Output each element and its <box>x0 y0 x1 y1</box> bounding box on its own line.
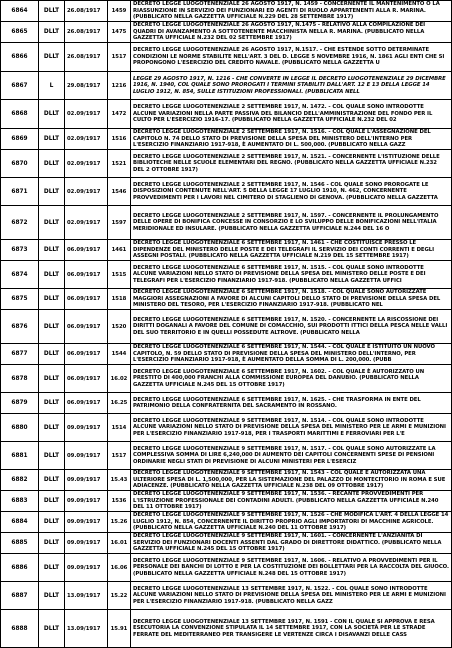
date-cell: 09.09/1917 <box>65 442 108 470</box>
entry-number-cell: 6873 <box>1 240 39 261</box>
act-number-cell: 1461 <box>108 240 131 261</box>
description-cell: DECRETO LEGGE LUOGOTENENZIALE 6 SETTEMBRE 1917, N. 1461 - CHE COSTITUISCE PRESSO LE DIPENDENZE DEL MINISTERO DELLE POSTE E DEI TELEGRAFI IL SERVIZIO DEI CONTI CORRENTI E DEGLI ASSEGNI POSTALI. (PUBBLICATO NELLA GAZZETTA UFFICIALE N.219 DEL 15 SETTEMBRE 1917) <box>131 240 452 261</box>
description-cell: DECRETO LEGGE LUOGOTENENZIALE 9 SETTEMBRE 1917, N. 1536. - RECANTE PROVVEDIMENTI PER L'ISTRUZIONE PROFESSIONALE DEI CONTADINI ADULTI. (PUBBLICATO NELLA GAZZETTA UFFICIALE N.240 DEL 11 OTTOBRE 1917) <box>131 491 452 512</box>
description-cell: DECRETO LEGGE LUOGOTENENZIALE 6 SETTEMBRE 1917, N. 1515. - COL QUALE SONO INTRODOTTE ALCUNE VARIAZIONI NELLO STATO DI PREVISIONE DELLA SPESA DEL MINISTERO DELLE POSTE E DEI TELEGRAFI PER L'ESERCIZIO FINANZIARIO 1917-918. (PUBBLICATO NELLA GAZZETTA UFFICI <box>131 261 452 289</box>
table-row <box>1 310 452 344</box>
entry-number-cell: 6864 <box>1 1 39 22</box>
date-cell: 06.09/1917 <box>65 365 108 393</box>
entry-number-cell: 6878 <box>1 365 39 393</box>
description-cell: DECRETO LEGGE LUOGOTENENZIALE 9 SETTEMBRE 1917, N. 1514. - COL QUALE SONO INTRODOTTE ALCUNE VARIAZIONI NELLO STATO DI PREVISIONE DELLA SPESA DEL MINISTERO PER LE ARMI E MUNIZIONI PER L'ESERCIZIO FINANZIARIO 1917-918, PER I TRASPORTI MARITTIMI E FERROVIARI PER L'E <box>131 414 452 442</box>
entry-number-cell: 6888 <box>1 610 39 648</box>
table-row <box>1 414 452 442</box>
act-type-cell: DLLT <box>39 442 65 470</box>
description-cell: DECRETO LEGGE LUOGOTENENZIALE 26 AGOSTO 1917, N.1475 - RELATIVO ALLA COMPILAZIONE DEI QUADRI DI AVANZAMENTO A SOTTOTENENTE MACCHINISTA NELLA R. MARINA. (PUBBLICATO NELLA GAZZETTA UFFICIALE N.232 DEL 02 SETTEMBRE 1917) <box>131 22 452 43</box>
description-cell: DECRETO LEGGE LUOGOTENENZIALE 9 SETTEMBRE 1917, N. 1517. - COL QUALE SONO AUTORIZZATE LA COMPLESSIVA SOMMA DI LIRE 6,240,000 DI AUMENTO DEI CAPITOLI CONCERNENTI SPESE DI PENSIONI ORDINARIE NEGLI STATI DI PREVISIONE DI ALCUNI MINISTERI PER L'ESERCIZ <box>131 442 452 470</box>
table-row <box>1 289 452 310</box>
act-number-cell: 1517 <box>108 442 131 470</box>
act-number-cell: 15.43 <box>108 470 131 491</box>
act-number-cell: 1544 <box>108 344 131 365</box>
date-cell: 26.08/1917 <box>65 22 108 43</box>
act-number-cell: 15.91 <box>108 610 131 648</box>
table-row <box>1 582 452 610</box>
act-number-cell: 1459 <box>108 1 131 22</box>
date-cell: 02.09/1917 <box>65 100 108 129</box>
act-type-cell: DLLT <box>39 610 65 648</box>
table-row <box>1 100 452 129</box>
description-cell: DECRETO LEGGE LUOGOTENENZIALE 2 SETTEMBRE 1917, N. 1472. - COL QUALE SONO INTRODOTTE ALCUNE VARIAZIONI NELLA PARTE PASSIVA DEL BILANCIO DELL'AMMINISTRAZIONE DEL FONDO PER IL CULTO PER L'ESERCIZIO 1916-17. (PUBBLICATO NELLA GAZZETTA UFFICIALE N.232 DEL 02 <box>131 100 452 129</box>
entry-number-cell: 6869 <box>1 129 39 150</box>
act-number-cell: 1514 <box>108 414 131 442</box>
act-number-cell: 1472 <box>108 100 131 129</box>
act-number-cell: 15.22 <box>108 582 131 610</box>
entry-number-cell: 6868 <box>1 100 39 129</box>
act-number-cell: 1515 <box>108 261 131 289</box>
date-cell: 13.09/1917 <box>65 582 108 610</box>
description-cell: DECRETO LEGGE LUOGOTENENZIALE 9 SETTEMBRE 1917, N. 1543 - COL QUALE È AUTORIZZATA UNA ULTERIORE SPESA DI L. 1,500,000, PER LA SISTEMAZIONE DEL PALAZZO DI MONTECITORIO IN ROMA E SUE ADIACENZE. (PUBBLICATO NELLA GAZZETTA UFFICIALE N.238 DEL 09 OTTOBRE 1917) <box>131 470 452 491</box>
act-type-cell: DLLT <box>39 289 65 310</box>
date-cell: 02.09/1917 <box>65 150 108 178</box>
date-cell: 13.09/1917 <box>65 610 108 648</box>
act-number-cell: 16.02 <box>108 365 131 393</box>
description-cell: DECRETO LEGGE LUOGOTENENZIALE 2 SETTEMBRE 1917, N. 1546 - COL QUALE SONO PROROGATE LE DISPOSIZIONI CONTENUTE NELL'ART. 5 DELLA LEGGE 17 LUGLIO 1910, N. 462, CONCERNENTE PROVVEDIMENTI PER I LAVORI NEL CIMITERO DI STAGLIENO DI GENOVA. (PUBBLICATO NELLA GAZZETTA <box>131 178 452 206</box>
description-cell: DECRETO LEGGE LUOGOTENENZIALE 13 SETTEMBRE 1917, N. 1591 - CON IL QUALE SI APPROVA E RESA ESECUTORIA LA CONVENZIONE STIPULATA IL 14 SETTEMBRE 1917, CON LA SOCIETÀ PER LE STRADE FERRATE DEL MEDITERRANEO PER TRANSIGERE LE VERTENZE CIRCA I DISAVANZI DELLE CASS <box>131 610 452 648</box>
act-type-cell: DLLT <box>39 43 65 72</box>
table-row <box>1 610 452 648</box>
act-number-cell: 1521 <box>108 150 131 178</box>
description-cell: DECRETO LEGGE LUOGOTENENZIALE 6 SETTEMBRE 1917, N. 1544. - COL QUALE È ISTITUITO UN NUOVO CAPITOLO, N. 59 DELLO STATO DI PREVISIONE DELLA SPESA DEL MINISTERO DELL'INTERNO, PER L'ESERCIZIO FINANZIARIO 1917-918, È AUMENTATO DELLA SOMMA DI L. 200,000. (PUBB <box>131 344 452 365</box>
act-number-cell: 15.26 <box>108 512 131 533</box>
entry-number-cell: 6876 <box>1 310 39 344</box>
date-cell: 09.09/1917 <box>65 470 108 491</box>
entry-number-cell: 6866 <box>1 43 39 72</box>
date-cell: 09.09/1917 <box>65 512 108 533</box>
date-cell: 06.09/1917 <box>65 289 108 310</box>
description-cell: DECRETO LEGGE LUOGOTENENZIALE 6 SETTEMBRE 1917, N. 1625. - CHE TRASFORMA IN ENTE DEL PATRIMONIO DELLA CONFRATERNITA DEL SACRAMENTO IN ROSSANO. <box>131 393 452 414</box>
table-row <box>1 1 452 22</box>
table-row <box>1 240 452 261</box>
date-cell: 02.09/1917 <box>65 129 108 150</box>
description-cell: DECRETO LEGGE LUOGOTENENZIALE 2 SETTEMBRE 1917, N. 1521. - CONCERNENTE L'ISTITUZIONE DELLE BIBLIOTECHE NELLE SCUOLE ELEMENTARI DEL REGNO. (PUBBLICATO NELLA GAZZETTA UFFICIALE N.232 DEL 2 OTTOBRE 1917) <box>131 150 452 178</box>
entry-number-cell: 6887 <box>1 582 39 610</box>
description-cell: DECRETO LEGGE LUOGOTENENZIALE 6 SETTEMBRE 1917, N. 1520. - CONCERNENTE LA RISCOSSIONE DEI DIRITTI DOGANALI A FAVORE DEL COMUNE DI COMACCHIO, SUI PRODOTTI ITTICI DELLA PESCA NELLE VALLI DEL SUO TERRITORIO E IN QUELLI POSSEDUTE ALTROVE. (PUBBLICATO NELLA <box>131 310 452 344</box>
date-cell: 09.09/1917 <box>65 554 108 582</box>
act-type-cell: DLLT <box>39 261 65 289</box>
act-number-cell: 1516 <box>108 129 131 150</box>
table-row <box>1 22 452 43</box>
table-row <box>1 344 452 365</box>
act-type-cell: DLLT <box>39 22 65 43</box>
table-row <box>1 129 452 150</box>
entry-number-cell: 6886 <box>1 554 39 582</box>
act-number-cell: 1475 <box>108 22 131 43</box>
date-cell: 29.08/1917 <box>65 72 108 100</box>
act-type-cell: DLLT <box>39 310 65 344</box>
date-cell: 26.08/1917 <box>65 43 108 72</box>
description-cell: DECRETO LEGGE LUOGOTENENZIALE 2 SETTEMBRE 1917, N. 1516. - COL QUALE L'ASSEGNAZIONE DEL CAPITOLO N. 74 DELLO STATO DI PREVISIONE DELLA SPESA DEL MINISTERO DELL'INTERNO PER L'ESERCIZIO FINANZIARIO 1917-918, È AUMENTATO DI L. 500,000. (PUBBLICATO NELLA GAZZ <box>131 129 452 150</box>
act-type-cell: DLLT <box>39 414 65 442</box>
table-row <box>1 43 452 72</box>
description-cell: DECRETO LEGGE LUOGOTENENZIALE 2 SETTEMBRE 1917, N. 1597. - CONCERNENTE IL PROLUNGAMENTO DELLE OPERE DI BONIFICA CONCESSE IN CONSORZIO E LO SVILUPPO DELLE BONIFICAZIONI NELL'ITALIA MERIDIONALE ED INSULARE. (PUBBLICATO NELLA GAZZETTA UFFICIALE N.244 DEL 16 O <box>131 206 452 240</box>
date-cell: 06.09/1917 <box>65 310 108 344</box>
act-type-cell: DLLT <box>39 491 65 512</box>
entry-number-cell: 6874 <box>1 261 39 289</box>
date-cell: 09.09/1917 <box>65 491 108 512</box>
entry-number-cell: 6884 <box>1 512 39 533</box>
description-cell: DECRETO LEGGE LUOGOTENENZIALE 9 SETTEMBRE 1917, N. 1601. - CONCERNENTE L'ANZIANITÀ DI SERVIZIO DEI FUNZIONARI DOCENTI ASSENTI DAL GRADO DI DIRETTORE DIDATTICO. (PUBBLICATO NELLA GAZZETTA UFFICIALE N.245 DEL 15 OTTOBRE 1917) <box>131 533 452 554</box>
act-type-cell: DLLT <box>39 206 65 240</box>
entry-number-cell: 6885 <box>1 533 39 554</box>
table-row <box>1 365 452 393</box>
entry-number-cell: 6865 <box>1 22 39 43</box>
act-type-cell: DLLT <box>39 470 65 491</box>
act-number-cell: 1517 <box>108 43 131 72</box>
act-number-cell: 16.06 <box>108 554 131 582</box>
table-row <box>1 442 452 470</box>
act-number-cell: 1216 <box>108 72 131 100</box>
table-row <box>1 491 452 512</box>
act-type-cell: DLLT <box>39 129 65 150</box>
act-number-cell: 1546 <box>108 178 131 206</box>
act-type-cell: DLLT <box>39 554 65 582</box>
act-type-cell: DLLT <box>39 150 65 178</box>
act-type-cell: DLLT <box>39 365 65 393</box>
act-type-cell: DLLT <box>39 582 65 610</box>
entry-number-cell: 6871 <box>1 178 39 206</box>
date-cell: 26.08/1917 <box>65 1 108 22</box>
act-number-cell: 16.01 <box>108 533 131 554</box>
table-row <box>1 512 452 533</box>
table-row <box>1 533 452 554</box>
description-cell: LEGGE 29 AGOSTO 1917, N. 1216 - CHE CONVERTE IN LEGGE IL DECRETO LUOGOTENENZIALE 29 DICEMBRE 1916, N. 1940, COL QUALE SONO PROROGATI I TERMINI STABILITI DALL'ART. 12 E 13 DELLA LEGGE 14 LUGLIO 1912, N. 854, SULLE ISTITUZIONI PROFESSIONALI. (PUBBLICATA NELL <box>131 72 452 100</box>
description-cell: DECRETO LEGGE LUOGOTENENZIALE 6 SETTEMBRE 1917, N. 1602. - COL QUALE È AUTORIZZATO UN PRESTITO DI 400,000 FRANCHI ALLA COMMISSIONE EUROPEA DEL DANUBIO. (PUBBLICATO NELLA GAZZETTA UFFICIALE N.245 DEL 15 OTTOBRE 1917) <box>131 365 452 393</box>
act-type-cell: DLLT <box>39 393 65 414</box>
act-type-cell: DLLT <box>39 240 65 261</box>
date-cell: 09.09/1917 <box>65 533 108 554</box>
description-cell: DECRETO LEGGE LUOGOTENENZIALE 13 SETTEMBRE 1917, N. 1522. - COL QUALE SONO INTRODOTTE ALCUNE VARIAZIONI NELLO STATO DI PREVISIONE DELLA SPESA DEL MINISTERO PER LE ARMI E MUNIZIONI PER L'ESERCIZIO FINANZIARIO 1917-918. (PUBBLICATO NELLA GAZZ <box>131 582 452 610</box>
description-cell: DECRETO LEGGE LUOGOTENENZIALE 26 AGOSTO 1917, N.1517. - CHE ESTENDE SOTTO DETERMINATE CONDIZIONI LE NORME STABILITE NELL'ART. 3 DEL D. LEGGE 5 NOVEMBRE 1916, N. 1861 AGLI ENTI CHE SI PROPONGONO L'ESERCIZIO DEL CREDITO NAVALE. (PUBBLICATO NELLA GAZZETTA U <box>131 43 452 72</box>
table-row <box>1 150 452 178</box>
act-type-cell: DLLT <box>39 100 65 129</box>
date-cell: 06.09/1917 <box>65 344 108 365</box>
act-number-cell: 1518 <box>108 289 131 310</box>
act-number-cell: 1520 <box>108 310 131 344</box>
table-row <box>1 261 452 289</box>
date-cell: 06.09/1917 <box>65 393 108 414</box>
entry-number-cell: 6880 <box>1 414 39 442</box>
entry-number-cell: 6879 <box>1 393 39 414</box>
description-cell: DECRETO LEGGE LUOGOTENENZIALE 9 SETTEMBRE 1917, N. 1606. - RELATIVO A PROVVEDIMENTI PER IL PERSONALE DEI BANCHI DI LOTTO E PER LA COSTITUZIONE DEI BOLLETTARI PER LA RACCOLTA DEL GIUOCO. (PUBBLICATO NELLA GAZZETTA UFFICIALE N.248 DEL 15 OTTOBRE 1917) <box>131 554 452 582</box>
table-row <box>1 206 452 240</box>
date-cell: 09.09/1917 <box>65 414 108 442</box>
date-cell: 06.09/1917 <box>65 240 108 261</box>
act-type-cell: DLLT <box>39 344 65 365</box>
act-number-cell: 1597 <box>108 206 131 240</box>
table-row <box>1 393 452 414</box>
entry-number-cell: 6881 <box>1 442 39 470</box>
description-cell: DECRETO LEGGE LUOGOTENENZIALE 6 SETTEMBRE 1917, N. 1518. - COL QUALE SONO AUTORIZZATE MAGGIORI ASSEGNAZIONI A FAVORE DI ALCUNI CAPITOLI DELLO STATO DI PREVISIONE DELLA SPESA DEL MINISTERO DEL TESORO, PER L'ESERCIZIO FINANZIARIO 1917-918. (PUBBLICATO NEL <box>131 289 452 310</box>
entry-number-cell: 6872 <box>1 206 39 240</box>
act-number-cell: 16.25 <box>108 393 131 414</box>
act-number-cell: 1536 <box>108 491 131 512</box>
act-type-cell: DLLT <box>39 512 65 533</box>
act-type-cell: DLLT <box>39 1 65 22</box>
table-row <box>1 72 452 100</box>
entry-number-cell: 6877 <box>1 344 39 365</box>
register-table-body <box>1 1 452 648</box>
entry-number-cell: 6882 <box>1 470 39 491</box>
act-type-cell: DLLT <box>39 178 65 206</box>
description-cell: DECRETO LEGGE LUOGOTENENZIALE 26 AGOSTO 1917, N. 1459 - CONCERNENTE IL MANTENIMENTO O LA RIASSUNZIONE IN SERVIZIO DEI FUNZIONARI ED AGENTI DI RUOLO APPARTENENTI ALLA R. MARINA. (PUBBLICATO NELLA GAZZETTA UFFICIALE N.229 DEL 28 SETTEMBRE 1917) <box>131 1 452 22</box>
table-row <box>1 554 452 582</box>
entry-number-cell: 6883 <box>1 491 39 512</box>
date-cell: 02.09/1917 <box>65 206 108 240</box>
entry-number-cell: 6867 <box>1 72 39 100</box>
table-row <box>1 470 452 491</box>
entry-number-cell: 6875 <box>1 289 39 310</box>
entry-number-cell: 6870 <box>1 150 39 178</box>
table-row <box>1 178 452 206</box>
date-cell: 06.09/1917 <box>65 261 108 289</box>
act-type-cell: DLLT <box>39 533 65 554</box>
date-cell: 02.09/1917 <box>65 178 108 206</box>
act-type-cell: L <box>39 72 65 100</box>
description-cell: DECRETO LEGGE LUOGOTENENZIALE 9 SETTEMBRE 1917, N. 1526 - CHE MODIFICA L'ART. 4 DELLA LEGGE 14 LUGLIO 1912, N. 854, CONCERNENTE IL DIRITTO PROPRIO AGLI IMPORTATORI DI MACCHINE AGRICOLE. (PUBBLICATO NELLA GAZZETTA UFFICIALE N.240 DEL 11 OTTOBRE 1917) <box>131 512 452 533</box>
